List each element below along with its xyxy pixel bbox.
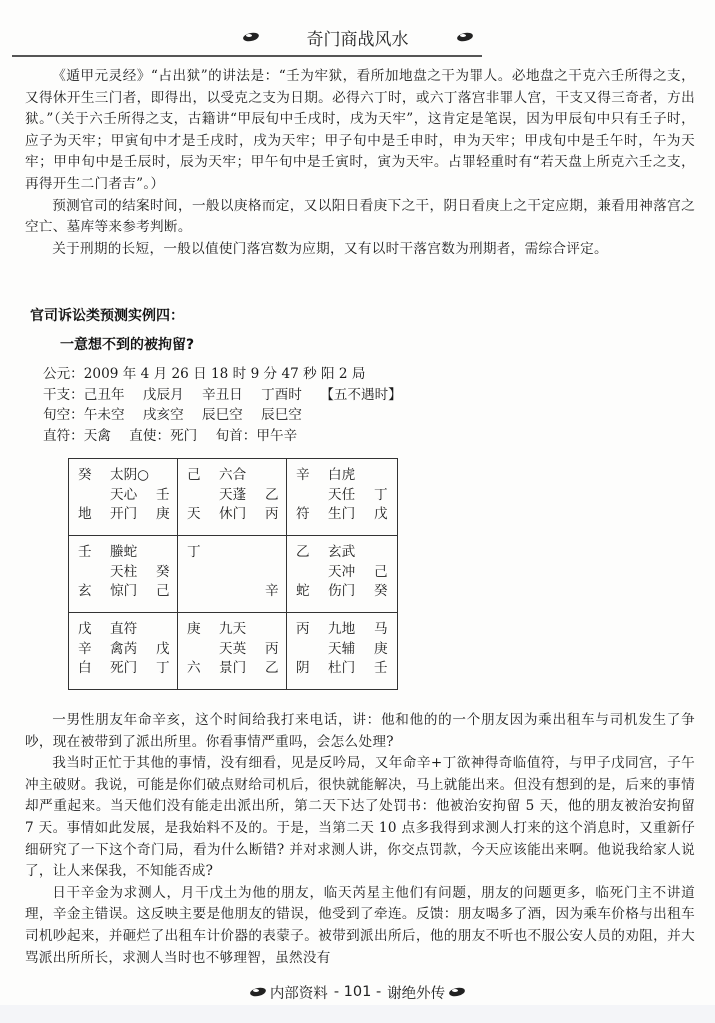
palace-text: 符 [296, 506, 310, 523]
palace-cell [179, 543, 287, 603]
palace-text: 己 [187, 467, 201, 483]
paragraph: 《遁甲元灵经》“占出狱”的讲法是：“壬为牢狱，看所加地盘之干为罪人。必地盘之干克六壬所得之支，又得休开生三门者，即得出，以受克之支为日期。必得六丁时，或六丁落宫非罪人宫，干支又得三奇者，方出狱。”（关于六壬所得之支，古籍讲“甲辰旬中壬戌时，戌为天牢”，这肯定是笔误，因为甲辰旬中只有壬子时，应子为天牢；甲寅旬中才是壬戌时，戌为天牢；甲子旬中是壬申时，申为天牢；甲戌旬中是壬午时，午为天牢；甲申旬中是壬辰时，辰为天牢；甲午旬中是壬寅时，寅为天牢。占罪轻重时有“若天盘上所克六壬之支，再得开生二门者吉”。） [25, 68, 695, 192]
palace-text: 癸 [374, 583, 388, 600]
palace-text: 丙 [296, 621, 310, 637]
palace-text: 癸 [78, 467, 92, 483]
palace-text: 天心 [110, 486, 138, 503]
palace-text: 蛇 [296, 583, 310, 600]
info-ganzhi [43, 385, 543, 406]
palace-text: 戊 [374, 506, 388, 523]
paragraph: 预测官司的结案时间，一般以庚格而定，又以阳日看庚下之干，阴日看庚上之干定应期，兼看用神落宫之空亡、墓库等来参考判断。 [25, 197, 695, 236]
palace-cell [70, 543, 178, 603]
palace-cell [179, 466, 287, 526]
palace-text: 天冲 [328, 563, 356, 580]
palace-text: 玄 [78, 583, 92, 600]
palace-text: 景门 [219, 660, 247, 677]
palace-text: 癸 [156, 563, 170, 580]
palace-text: 丙 [265, 640, 279, 657]
palace-text: 辛 [78, 640, 92, 657]
xunkong-year: 旬空：午未空 [43, 407, 125, 423]
palace-text: 休门 [219, 506, 247, 523]
palace-text: 乙 [265, 660, 279, 677]
section-heading: 官司诉讼类预测实例四： [30, 308, 184, 324]
palace-text: 庚 [187, 621, 201, 637]
palace-text: 丁 [156, 660, 170, 677]
palace-cell [179, 620, 287, 680]
ganzhi-day: 辛丑日 [202, 386, 243, 403]
palace-text: 九地 [328, 621, 356, 637]
ganzhi-hour: 丁酉时 [261, 386, 302, 403]
palace-text: 辛 [265, 583, 279, 600]
palace-text: 惊门 [110, 583, 138, 600]
palace-text: 丁 [374, 486, 388, 503]
palace-text: 壬 [156, 486, 170, 503]
palace-cell [70, 620, 178, 680]
palace-text: 死门 [110, 660, 138, 677]
info-xunkong [43, 405, 543, 426]
palace-cell [70, 466, 178, 526]
xunshou: 旬首：甲午辛 [215, 427, 298, 444]
grid-line [68, 458, 398, 459]
footer-left: 内部资料 [269, 985, 328, 1002]
palace-text: 丙 [265, 506, 279, 523]
palace-text: 戊 [156, 640, 170, 657]
palace-text: 乙 [296, 544, 310, 560]
paragraph: 关于刑期的长短，一般以值使门落宫数为应期，又有以时干落宫数为刑期者，需综合评定。 [52, 240, 608, 257]
xunkong-hour: 辰巳空 [261, 407, 302, 423]
page-footer [0, 980, 715, 1004]
palace-text: 天柱 [110, 563, 138, 580]
case-title: 一意想不到的被拘留? [60, 337, 195, 353]
palace-text: 六 [187, 660, 201, 677]
palace-text: 乙 [265, 486, 279, 503]
palace-text: 丁 [187, 544, 201, 560]
yin-yang-icon [457, 32, 473, 42]
palace-cell [288, 543, 396, 603]
palace-text: 天任 [328, 486, 356, 503]
palace-text: 戊 [78, 621, 92, 637]
palace-text: 地 [78, 506, 92, 523]
palace-text: 直符 [110, 621, 138, 637]
page-number: - 101 - [333, 984, 382, 1000]
ganzhi-month: 戊辰月 [142, 386, 184, 403]
palace-text: 伤门 [328, 583, 356, 600]
yin-yang-icon [449, 987, 465, 997]
header-title: 奇门商战风水 [306, 29, 409, 50]
palace-text: 白虎 [328, 467, 356, 483]
chart-info [43, 364, 543, 446]
header-rule [12, 55, 482, 57]
palace-text: 天 [187, 506, 201, 523]
xunkong-month: 戌亥空 [142, 407, 184, 423]
yin-yang-icon [250, 987, 266, 997]
palace-text: 白 [78, 660, 92, 677]
paragraph: 日干辛金为求测人，月干戊土为他的朋友，临天芮星主他们有问题，朋友的问题更多，临死门主不讲道理，辛金主错误。这反映主要是他朋友的错误，他受到了牵连。反馈：朋友喝多了酒，因为乘车价格与出租车司机吵起来，并砸烂了出租车计价器的表蒙子。被带到派出所后，他的朋友不听也不服公安人员的劝阻，并大骂派出所所长，求测人当时也不够理智，虽然没有 [25, 884, 695, 966]
palace-text: 庚 [374, 640, 388, 657]
grid-line [68, 689, 398, 690]
palace-text: 天辅 [328, 640, 356, 657]
palace-text: 己 [374, 563, 388, 580]
body-text [25, 710, 695, 969]
grid-line [397, 458, 398, 690]
palace-text: 壬 [78, 544, 92, 560]
palace-text: 天蓬 [219, 486, 247, 503]
palace-text: 杜门 [328, 660, 356, 677]
palace-text: 阴 [296, 660, 310, 677]
ganzhi-note: 【五不遇时】 [320, 386, 402, 403]
paragraph: 我当时正忙于其他的事情，没有细看，见是反吟局，又年命辛+丁欲神得奇临值符，与甲子戊同宫，子午冲主破财。我说，可能是你们破点财给司机后，很快就能解决，马上就能出来。但没有想到的是，后来的事情却严重起来。当天他们没有能走出派出所，第二天下达了处罚书：他被治安拘留 5 天，他的朋友被治安拘留 7 天。事情如此发展，是我始料不及的。于是，当第二天 10 点多我得到求测人打来的这个消息时，又重新仔细研究了一下这个奇门局，看为什么断错? 并对求测人讲，你交点罚款，今天应该能出来啊。他说我给家人说了，让人来保我，不知能否成? [25, 755, 695, 880]
palace-text: 生门 [328, 506, 356, 523]
palace-text: 六合 [219, 467, 247, 483]
palace-cell [288, 620, 396, 680]
grid-line [68, 458, 69, 690]
grid-line [68, 535, 398, 536]
palace-text: 马 [374, 621, 388, 637]
palace-text: 太阴○ [110, 467, 150, 483]
zhifu: 直符：天禽 [43, 427, 111, 444]
intro-text [25, 66, 695, 260]
ganzhi-year: 干支：己丑年 [43, 386, 125, 403]
palace-text: 庚 [156, 506, 170, 523]
zhishi: 直使：死门 [129, 427, 198, 444]
yin-yang-icon [243, 32, 259, 42]
info-zhifu [43, 426, 543, 447]
info-gongyuan: 公元：2009 年 4 月 26 日 18 时 9 分 47 秒 阳 2 局 [43, 366, 366, 382]
paragraph: 一男性朋友年命辛亥，这个时间给我打来电话，讲：他和他的的一个朋友因为乘出租车与司机发生了争吵，现在被带到了派出所里。你看事情严重吗，会怎么处理? [25, 712, 695, 750]
grid-line [68, 612, 398, 613]
palace-text: 辛 [296, 467, 310, 483]
palace-text: 壬 [374, 660, 388, 677]
palace-text: 禽芮 [110, 640, 138, 657]
palace-text: 玄武 [328, 544, 356, 560]
palace-text: 己 [156, 583, 170, 600]
page-header [0, 22, 715, 52]
qimen-chart-grid [68, 458, 398, 690]
footer-right: 谢绝外传 [387, 985, 446, 1002]
palace-cell [288, 466, 396, 526]
palace-text: 开门 [110, 506, 138, 523]
palace-text: 九天 [219, 621, 247, 637]
xunkong-day: 辰巳空 [202, 407, 243, 423]
palace-text: 螣蛇 [110, 544, 138, 560]
palace-text: 天英 [219, 640, 247, 657]
